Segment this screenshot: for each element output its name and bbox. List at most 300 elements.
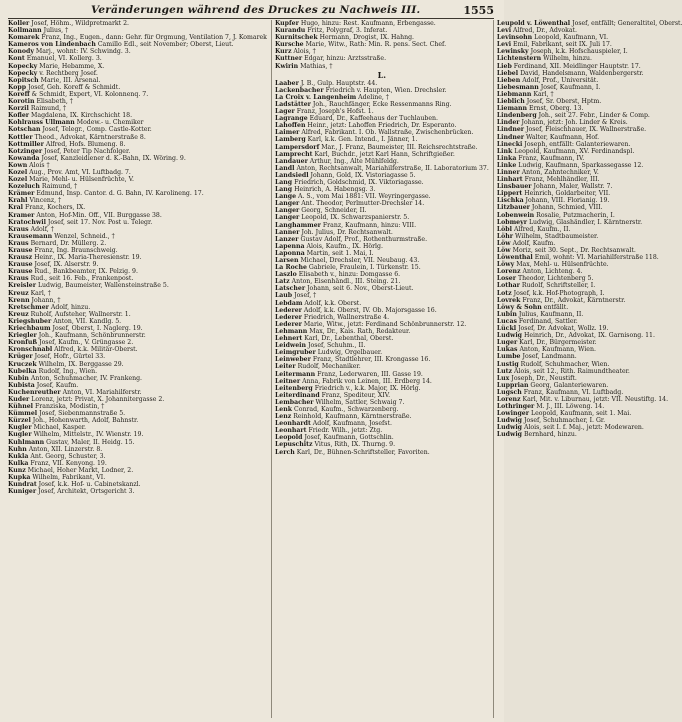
entry-name: Krenn (8, 296, 30, 304)
entry-name: Lorenz (496, 395, 521, 403)
directory-entry (497, 311, 682, 318)
directory-entry (497, 141, 682, 148)
entry-text: Leopold, IX. Schwarzspanierstr. 5. (301, 214, 410, 222)
entry-text: Josef, Dr. Advokat, Wollz. 19. (518, 325, 609, 333)
entry-text: Rud., seit 16. Feb., Frankenpost. (30, 275, 134, 283)
directory-entry (275, 101, 489, 108)
directory-entry (275, 264, 489, 271)
directory-entry (8, 290, 267, 297)
entry-text: Franz, Kaufmann, VI. Luftbadg. (523, 388, 624, 396)
entry-text: Raimund, † (30, 105, 67, 113)
directory-entry (275, 441, 489, 448)
column-1 (8, 20, 267, 718)
entry-name: Leidwein (274, 342, 307, 350)
entry-name: Lepuschitz (274, 441, 313, 449)
entry-text: Aug., Prov. Amt, VI. Luftbadg. 7. (29, 168, 131, 176)
entry-name: Korzil (8, 105, 29, 113)
entry-name: Krause (8, 268, 33, 276)
directory-entry (275, 392, 489, 399)
entry-text: Wilhelm, Fabrikant, VI. (32, 474, 106, 481)
entry-name: Krausemann (8, 232, 53, 240)
entry-name: Lanner (274, 228, 300, 236)
directory-entry (8, 141, 267, 148)
entry-name: Lieb (496, 62, 512, 70)
directory-entry (275, 385, 489, 392)
entry-text: Heinr., IX. Maria-Theresienstr. 19. (34, 254, 142, 262)
entry-text: Marj., wohnt: IV. Schwindg. 3. (35, 48, 131, 56)
entry-text: Moriz, seit 30. Sept., Dr. Rechtsanwalt. (512, 247, 636, 254)
entry-name: Lang (274, 186, 293, 194)
directory-entry (8, 126, 267, 133)
entry-text: Anton, Zahntechniker, V. (521, 168, 599, 176)
entry-text: Josef, Kaufm. (36, 381, 79, 389)
entry-text: Alfred, Kaufm., II. (513, 225, 571, 233)
directory-entry (275, 434, 489, 441)
directory-entry (275, 207, 489, 214)
entry-text: M. J., III. Löweng. 14. (536, 403, 605, 411)
directory-entry (275, 41, 489, 48)
directory-entry (497, 226, 682, 233)
entry-text: Karl, Buchdr., jetzt Karl Hann, Schriftgießer. (314, 150, 455, 158)
directory-entry (8, 346, 267, 353)
entry-name: Lehnert (274, 335, 303, 343)
entry-text: Wenzel, Schneid., † (54, 232, 115, 240)
entry-text: Josef, k.k. Hof-Photograph, I. (513, 289, 605, 297)
entry-text: Rudolf, Schuhmacher, Wien. (520, 360, 610, 368)
entry-name: Laszlo (274, 271, 297, 279)
directory-entry (497, 368, 682, 375)
directory-entry (8, 247, 267, 254)
directory-entry (8, 112, 267, 119)
directory-entry (8, 332, 267, 339)
entry-name: Liebel (496, 69, 519, 77)
entry-text: Lorenz, jetzt: Privat, X. Johannitergasse 2. (31, 395, 165, 403)
entry-name: Lothar (496, 282, 520, 290)
entry-text: Josef, Schuhmacher, I. Gr. (523, 417, 606, 425)
entry-text: Marie, Hebamme, X. (39, 62, 105, 70)
entry-name: Langhammer (274, 221, 321, 229)
directory-entry (497, 254, 682, 261)
entry-text: Emil, wohnt: VI. Mariahilferstraße 118. (534, 254, 659, 262)
entry-text: & Schmidt, Expert, VI. Kolonnenq. 7. (31, 90, 149, 98)
directory-entry (497, 353, 682, 360)
entry-text: Emil, Fabrikant, seit IX. Juli 17. (513, 41, 612, 49)
entry-name: Lobmeyr (496, 218, 527, 226)
entry-name: Laaber (274, 79, 299, 87)
entry-text: Wilhelm, hinzu. (543, 55, 592, 63)
entry-name: Lamberg (274, 136, 306, 144)
directory-entry (497, 77, 682, 84)
entry-name: Linder (496, 119, 520, 127)
directory-entry (275, 136, 489, 143)
directory-entry (275, 406, 489, 413)
entry-name: Kuder (8, 395, 30, 403)
entry-text: Adolf, † (30, 225, 54, 233)
directory-entry (8, 424, 267, 431)
entry-text: Hugo, hinzu: Rest. Kaufmann, Erbengasse. (300, 20, 436, 27)
directory-entry (275, 378, 489, 385)
directory-entry (497, 20, 682, 27)
entry-name: Kursche (274, 41, 304, 49)
entry-columns (8, 20, 682, 718)
entry-name: Lahoffen (274, 122, 306, 130)
entry-text: Josef, Architekt, Ortsgericht 3. (38, 488, 135, 496)
entry-name: Lewinsky (496, 48, 529, 56)
entry-name: Kopitsch (8, 76, 39, 84)
directory-entry (497, 55, 682, 62)
directory-entry (497, 424, 682, 431)
entry-name: Linner (496, 168, 520, 176)
entry-text: Rudolf, Mechaniker. (297, 363, 361, 371)
directory-entry (497, 148, 682, 155)
directory-entry (275, 200, 489, 207)
entry-name: Levi (496, 41, 512, 49)
entry-text: Wilhelm, Mittelstr., IV. Wienstr. 19. (33, 431, 144, 439)
directory-entry (8, 155, 267, 162)
directory-entry (8, 98, 267, 105)
directory-entry (497, 204, 682, 211)
entry-text: Franz, Kaufmann, hinzu: VIII. (322, 221, 417, 229)
entry-name: Kown (8, 161, 28, 169)
entry-text: Karl, Mit. v. Liburnau, jetzt: VII. Neustiftg. 14. (522, 395, 669, 403)
entry-text: Theodor, Lichtenberg 5. (517, 275, 594, 283)
directory-entry (497, 417, 682, 424)
entry-name: Löw (496, 239, 511, 247)
entry-text: Josef, Kaufmann, Gottschlin. (304, 434, 394, 442)
directory-entry (275, 236, 489, 243)
entry-name: Lieblich (496, 98, 525, 106)
entry-text: Wilhelm, IX. Berggasse 29. (38, 360, 124, 368)
entry-name: Korotin (8, 98, 35, 106)
entry-text: Ludwig, Baumeister, Wallensteinstraße 5. (37, 282, 169, 290)
entry-text: Friedr. Wilh., jetzt: Ztg. (308, 427, 383, 435)
page-number: 1555 (463, 3, 494, 17)
entry-text: Camillo Edl., seit November; Oberst, Lieut. (97, 41, 234, 49)
entry-name: Kottler (8, 133, 33, 141)
entry-name: Lenk (274, 405, 293, 413)
entry-name: Lagrange (274, 115, 308, 123)
entry-name: Lugsch (496, 388, 522, 396)
directory-entry (275, 115, 489, 122)
entry-text: Heinr., jetzt: Lahoffen Friedrich, Dr. Esperanto. (307, 122, 457, 130)
directory-entry (8, 282, 267, 289)
entry-text: Georg, Schneider, II. (301, 207, 367, 215)
entry-text: Michael, Kasper. (33, 424, 86, 432)
entry-name: Liemann (496, 105, 528, 113)
directory-entry (497, 190, 682, 197)
entry-name: Kratochwil (8, 218, 46, 226)
entry-name: Kronfuß (8, 339, 38, 347)
directory-entry (8, 474, 267, 481)
entry-name: Ludwig (496, 332, 523, 340)
directory-entry (8, 325, 267, 332)
directory-entry (8, 254, 267, 261)
entry-name: Kuttner (274, 55, 303, 63)
entry-name: Liebesmann (496, 83, 539, 91)
entry-text: Alois, † (293, 48, 316, 56)
entry-text: Joseph, Dr., Neustift. (511, 374, 577, 382)
entry-text: Walter, Kaufmann, Hof. (526, 133, 600, 141)
directory-entry (275, 278, 489, 285)
entry-name: Kretschmer (8, 303, 49, 311)
directory-entry (497, 119, 682, 126)
directory-entry (8, 297, 267, 304)
entry-text: J. B., Gulp. Hauptstr. 44. (300, 79, 378, 87)
directory-entry (8, 233, 267, 240)
entry-text: Michael, Hoher Markt, Lodner, 2. (27, 466, 134, 474)
directory-entry (8, 304, 267, 311)
entry-name: Krausz (8, 254, 33, 262)
directory-entry (497, 112, 682, 119)
entry-text: Josef, Höhm., Wildpretmarkt 2. (31, 20, 130, 27)
directory-entry (8, 396, 267, 403)
directory-entry (275, 399, 489, 406)
entry-text: Vitus, Rith, IX. Thurng. 9. (314, 441, 396, 449)
entry-name: Kozel (8, 168, 28, 176)
entry-name: Kreuz (8, 289, 29, 297)
entry-name: Lampersdorf (274, 143, 320, 151)
entry-name: Kopp (8, 83, 27, 91)
directory-entry (497, 325, 682, 332)
entry-text: David, Handelsmann, Waldenbergerstr. (520, 69, 644, 77)
entry-name: Lubin (496, 310, 517, 318)
entry-text: Friedrich v., k.k. Major, IX. Hörlg. (314, 384, 421, 392)
entry-text: Mathias, † (300, 62, 333, 70)
directory-entry (497, 63, 682, 70)
entry-name: Lanzer (274, 235, 299, 243)
entry-name: Lerch (274, 448, 295, 456)
entry-text: Vincenz, † (29, 197, 62, 205)
directory-entry (8, 27, 267, 34)
directory-entry (275, 321, 489, 328)
entry-text: Johann, Maler, Wallstr. 7. (533, 183, 613, 191)
directory-entry (8, 417, 267, 424)
entry-name: Lang (274, 178, 293, 186)
entry-text: Adeline, † (358, 93, 389, 101)
entry-text: Hermann, Drogist, IX. Hahng. (319, 34, 415, 42)
entry-name: Landl (274, 164, 295, 172)
entry-text: Josef, Fleischhauer, IX. Wallnerstraße. (526, 126, 647, 134)
entry-name: Lebdam (274, 299, 303, 307)
entry-text: Friedrich, Goldschmid, IX. Viktoriagasse. (294, 178, 424, 186)
entry-text: Rudolf, Schriftsteller, I. (521, 282, 596, 290)
entry-text: Bernard, Dr. Müllerg. 2. (30, 239, 107, 247)
entry-name: Löw (496, 247, 511, 254)
directory-entry (497, 282, 682, 289)
entry-text: Ferdinand, Sattler. (518, 317, 578, 325)
entry-text: Alois, Kaufm., IX. Hörlg. (306, 242, 383, 250)
entry-text: Franz, Spediteur, XIV. (321, 391, 391, 399)
entry-name: Kwirin (274, 62, 299, 70)
entry-text: Ant. Georg, Schuster, 3. (30, 452, 106, 460)
entry-name: Kurz (274, 48, 292, 56)
entry-text: Alois † (29, 161, 50, 169)
directory-entry (8, 34, 267, 41)
entry-text: Gustav Adolf, Prof., Rothenthurmstraße. (300, 235, 428, 243)
directory-entry (275, 20, 489, 27)
entry-name: Liebmann (496, 90, 532, 98)
entry-text: Marie, Mehl- u. Hülsenfrüchte, V. (29, 176, 134, 184)
directory-entry (8, 212, 267, 219)
entry-name: Kottmiller (8, 140, 44, 148)
entry-name: Lukas (496, 346, 518, 354)
entry-name: Kral (8, 204, 23, 212)
entry-text: Josef, Geh. Koreff & Schmidt. (28, 83, 121, 91)
directory-entry (8, 318, 267, 325)
entry-name: Lobenwein (496, 211, 535, 219)
entry-name: Leitner (274, 377, 301, 385)
directory-entry (275, 94, 489, 101)
entry-text: Karl, Dr., Bühnen-Schriftsteller, Favoriten. (296, 448, 430, 456)
entry-name: Kubista (8, 381, 35, 389)
entry-name: Lotz (496, 289, 512, 297)
directory-entry (8, 353, 267, 360)
entry-text: Adolf, k.k. Oberst. (304, 299, 362, 307)
directory-entry (8, 176, 267, 183)
directory-entry (8, 453, 267, 460)
entry-text: Johann, jetzt: Joh. Linder & Kreis. (521, 119, 628, 127)
entry-text: Alois, seit 12., Rith. Raimundtheater. (514, 367, 630, 375)
entry-name: Kürzel (8, 417, 31, 425)
entry-text: Franz, Kaufmann, IV. (518, 154, 585, 162)
directory-entry (497, 34, 682, 41)
entry-text: Franz, Lederwaren, III. Gasse 19. (317, 370, 423, 378)
page-title: Veränderungen während des Druckes zu Nachweis III. (90, 4, 421, 16)
entry-text: Friedrich, Wallnerstraße 4. (303, 313, 390, 321)
entry-text: Anton, Schuhmacher, IV. Frankeng. (30, 374, 143, 382)
entry-text: Alfred, Hofs. Blumeng. 8. (45, 140, 126, 148)
entry-text: Josef, Sr. Oberst, Hptm. (526, 98, 602, 106)
directory-entry (8, 275, 267, 282)
entry-name: Kurnitschek (274, 34, 318, 42)
entry-text: Leopold, Kaufmann, XV. Ferdinandspl. (514, 147, 635, 155)
directory-entry (497, 48, 682, 55)
entry-name: Lederer (274, 320, 302, 328)
column-2 (271, 20, 489, 718)
entry-name: Kubin (8, 374, 29, 382)
directory-entry (275, 48, 489, 55)
directory-entry (8, 410, 267, 417)
directory-entry (275, 151, 489, 158)
directory-entry (275, 165, 489, 172)
entry-name: Konody (8, 48, 34, 56)
entry-name: Luger (496, 339, 518, 347)
entry-name: Löwenthal (496, 254, 533, 262)
entry-name: Leopold (274, 434, 303, 442)
entry-text: Gustav, Maler, II. Heidg. 15. (46, 438, 135, 446)
entry-text: Franz, Joseph's Hofst. 1. (296, 108, 374, 116)
directory-entry (8, 375, 267, 382)
directory-entry (275, 172, 489, 179)
entry-text: Heinrich, Goldarbeiter, VII. (524, 190, 611, 198)
directory-entry (8, 119, 267, 126)
entry-name: Leonhart (274, 427, 307, 435)
directory-entry (497, 389, 682, 396)
directory-entry (497, 91, 682, 98)
entry-name: Lapenna (274, 242, 305, 250)
entry-name: Kollmann (8, 27, 42, 35)
entry-text: Franz, Stadtlehrer, III. Krongasse 16. (312, 356, 431, 364)
entry-text: Josef, seit 17. Nov. Post u. Telegr. (47, 218, 153, 226)
entry-name: Leupold v. Löwenthal (496, 20, 571, 27)
entry-name: Löwy & Sohn (496, 303, 542, 311)
entry-name: Ludwig (496, 417, 523, 425)
entry-name: Kowanda (8, 154, 40, 162)
directory-entry (8, 389, 267, 396)
entry-text: Rud., Bankbeamter, IX. Pelzig. 9. (34, 268, 138, 276)
directory-entry (275, 427, 489, 434)
entry-name: Latz (274, 278, 290, 286)
directory-entry (275, 449, 489, 456)
entry-name: Leinweber (274, 356, 311, 364)
directory-entry (8, 134, 267, 141)
entry-text: Adolf, Kaufm. (512, 239, 556, 247)
entry-text: Ruholf, Aufsteher, Wallnerstr. 1. (30, 310, 131, 318)
directory-entry (497, 70, 682, 77)
entry-text: Josef, Hofr., Gürtel 33. (34, 353, 106, 361)
directory-entry (497, 346, 682, 353)
directory-entry (497, 361, 682, 368)
entry-text: Joh., Hohenwarth, Adolf, Bahnstr. (32, 417, 139, 425)
directory-entry (8, 311, 267, 318)
directory-entry (497, 240, 682, 247)
entry-text: Ludwig, Kaufmann, Sparkassegasse 12. (518, 161, 644, 169)
entry-text: Ludwig, Glashändler, I. Kärntnerstr. (528, 218, 643, 226)
entry-text: Josef, Kaufm., V. Grüngasse 2. (39, 339, 134, 347)
entry-text: Edgar, hinzu: Arztsstraße. (304, 55, 387, 63)
directory-entry (8, 226, 267, 233)
entry-name: Kriechbaum (8, 325, 51, 333)
entry-name: Lustig (496, 360, 519, 368)
directory-entry (8, 197, 267, 204)
entry-text: Marie, Witw., jetzt: Ferdinand Schönbrunnerstr. 12. (303, 320, 467, 328)
directory-entry (497, 275, 682, 282)
directory-entry (8, 431, 267, 438)
directory-entry (275, 179, 489, 186)
directory-entry (8, 339, 267, 346)
entry-name: Link (496, 147, 513, 155)
entry-name: Lothringer (496, 403, 535, 411)
entry-text: Joseph, k.k. Hofschauspieler, I. (530, 48, 628, 56)
entry-text: Wilhelm, Stadtbaumeister. (515, 232, 599, 240)
entry-name: Lutz (496, 367, 513, 375)
entry-text: Anton, XII. Linzerstr. 8. (28, 445, 103, 453)
entry-text: Max, Mehl- u. Hülsenfrüchte. (516, 261, 609, 269)
entry-text: Karl, Dr., Bürgermeister. (519, 339, 597, 347)
directory-entry (275, 193, 489, 200)
entry-text: Ludwig, Orgelbauer. (317, 349, 383, 357)
entry-text: Wilhelm, Sattler, Schwaig 7. (315, 398, 405, 406)
entry-text: Josef, Telegr., Comp. Castle-Kotter. (42, 126, 152, 134)
directory-entry (8, 84, 267, 91)
entry-name: Koller (8, 20, 30, 27)
entry-name: Lux (496, 374, 510, 382)
directory-entry (497, 382, 682, 389)
entry-name: Krahl (8, 197, 28, 205)
directory-entry (497, 155, 682, 162)
entry-name: Kraus (8, 275, 29, 283)
directory-entry (8, 190, 267, 197)
directory-entry (275, 243, 489, 250)
directory-entry (275, 87, 489, 94)
entry-text: Marie, III. Arsenal. (40, 76, 101, 84)
directory-entry (497, 219, 682, 226)
entry-name: Lembacher (274, 398, 314, 406)
directory-entry (275, 335, 489, 342)
directory-entry (275, 356, 489, 363)
entry-name: Kriegler (8, 332, 37, 340)
directory-entry (8, 63, 267, 70)
